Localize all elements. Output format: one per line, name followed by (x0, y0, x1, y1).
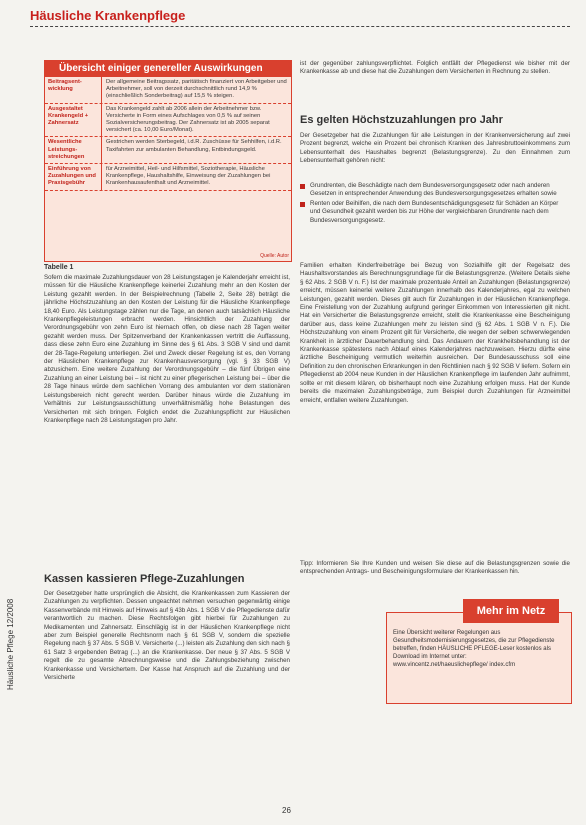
overview-row-text: für Arzneimittel, Heil- und Hilfsmittel, Soziotherapie, Häusliche Krankenpflege, Haushaltshilfe, Einweisung der Zuzahlungen bei Krankenhausaufenthalt und Arzneimittel. (106, 166, 271, 187)
overview-source: Quelle: Autor (260, 253, 289, 259)
table-caption: Tabelle 1 (44, 264, 74, 271)
overview-row-label: Einführung von Zuzahlungen und Praxisgebühr (45, 164, 102, 190)
list-item-text: Renten oder Beihilfen, die nach dem Bundesentschädigungsgesetz für Schäden an Körper und Gesundheit gezahlt werden bis zur Höhe der vergleichbaren Grundrente nach dem Bundesversorgungsgesetz. (310, 199, 559, 224)
section-heading-hoechstzuzahlungen: Es gelten Höchstzuzahlungen pro Jahr (300, 114, 503, 126)
overview-row-label: Ausgestaltet Krankengeld + Zahnersatz (45, 104, 102, 137)
header-divider (30, 26, 570, 27)
mehr-im-netz-box (386, 605, 572, 704)
page-number: 26 (282, 806, 291, 815)
list-item (300, 200, 570, 225)
mehr-im-netz-title: Mehr im Netz (463, 599, 559, 623)
right-paragraph-2: Familien erhalten Kinderfreibeträge bei Bezug von Sozialhilfe gilt der Regelsatz des Haushaltsvorstandes als Berechnungsgrundlage für die Belastungsgrenze. (Weitere Details siehe § 62 Abs. 2 SGB V n. F.) Ist der maximale prozentuale Anteil an Zuzahlungen (Belastungsgrenze) erreicht, müssen keinerlei weitere Zuzahlungen innerhalb des Kalenderjahres, egal zu welchen Leistungen, gezahlt werden. Dieses gilt auch für Zuzahlungen in der Häuslichen Krankenpflege. Eine Freistellung von der Zuzahlung aufgrund geringer Einkommen von Interessierten gilt nicht. Hat ein Versicherter die Belastungsgrenze erreicht, stellt die Krankenkasse eine Bescheinigung darüber aus, dass keine Zuzahlungen mehr zu leisten sind (§ 62 Abs. 1 SGB V n. F.). Die Höchstzuzahlung von einem Prozent gilt für Versicherte, die wegen der selben schwerwiegenden Krankheit in ärztlicher Dauerbehandlung sind. Das Andauern der Krankheitsbehandlung ist der Krankenkasse spätestens nach Ablauf eines Kalenderjahres nachzuweisen. Hierzu dürfte eine ärztliche Bescheinigung vermutlich weiterhin ausreichen. Der Bundesausschuss soll eine Definition zu den chronischen Erkrankungen in den Richtlinien nach § 92 SGB V liefern. Sofern ein Pflegedienst ab 2004 neue Kunden in der Häuslichen Krankenpflege im laufenden Jahr aufnimmt, sollte er mit diesem klären, ob bisherhaupt noch eine Zuzahlung erfolgen muss. Hat der Kunde bereits die maximalen Zuzahlungsbeträge, zum Beispiel durch Zuzahlungen für Arzneimittel erreicht, entfallen weitere Zuzahlungen. (300, 262, 570, 404)
overview-row (45, 137, 291, 164)
overview-row-text: Der allgemeine Beitragssatz, paritätisch finanziert von Arbeitgeber und Arbeitnehmer, soll von derzeit durchschnittlich rund 14,9 % (einschließlich Sonderbeitrag) auf 15,5 % steigen. (106, 79, 287, 100)
right-paragraph-0: ist der gegenüber zahlungsverpflichtet. Folglich entfällt der Pflegedienst wie bisher mit der Krankenkasse ab und diese hat die Zuzahlungen dem Versicherten in Rechnung zu stellen. (300, 60, 570, 76)
bullet-square-icon (300, 184, 305, 189)
overview-row-label: Wesentliche Leistungs-streichungen (45, 137, 102, 163)
list-item-text: Grundrenten, die Beschädigte nach dem Bundesversorgungsgesetz oder nach anderen Gesetzen in entsprechender Anwendung des Bundesversorgungsgesetzes erhalten sowie (310, 182, 557, 198)
overview-row-text: Das Krankengeld zahlt ab 2006 allein der Arbeitnehmer bzw. Versicherte in Form eines Aufschlages von 0,5 % auf seinen Sozialversicherungsbeitrag. Der Zahnersatz ist ab 2005 separat versichert (ca. 10,00 Euro/Monat). (106, 105, 270, 134)
bullet-square-icon (300, 202, 305, 207)
overview-row (45, 77, 291, 104)
left-paragraph-2: Der Gesetzgeber hatte ursprünglich die Absicht, die Krankenkassen zum Kassieren der Zuzahlungen zu verpflichten. Dessen ungeachtet nehmen versuchen gegenwärtig einige Kassenverbände mit Hinweis auf Hinweis auf § 43b Abs. 1 SGB V die Pflegedienste dafür verantwortlich zu machen. Diese Rechtsfolgen gibt hierbei für Zuzahlungen zu Medikamenten und Zahnersatz. Einschlägig ist in der Häuslichen Krankenpflege nicht aber zum Beispiel generelle Rechtsnorm nach § 61 SGB V, sondern die spezielle Regelung nach § 37 Abs. 5 SGB V. Versicherte (...) leisten als Zuzahlung den sich nach § 61 Satz 3 ergebenden Betrag (...) an die Krankenkasse. Der neue § 37 Abs. 5 SGB V regelt die zu gesamte Abrechnungsweise und die Zahlungsbeziehung zwischen Krankenkasse und Versichertem. Der Kasse hat Anspruch auf die Zuzahlung und der Versicherte (44, 590, 290, 682)
overview-box (44, 60, 292, 262)
bullet-list (300, 182, 570, 226)
overview-row (45, 104, 291, 138)
section-heading-zuzahlungen: Kassen kassieren Pflege-Zuzahlungen (44, 573, 245, 585)
side-journal-label: Häusliche Pflege 12/2008 (6, 598, 15, 690)
right-paragraph-tip: Tipp: Informieren Sie Ihre Kunden und weisen Sie diese auf die Belastungsgrenzen sowie die entsprechenden Antrags- und Bescheinigungsformulare der Krankenkassen hin. (300, 560, 570, 576)
overview-row-label: Beitragsent-wicklung (45, 77, 102, 103)
header-title: Häusliche Krankenpflege (30, 8, 186, 23)
mehr-im-netz-text: Eine Übersicht weiterer Regelungen aus Gesundheitsmodernisierungsgesetzes, die zur Pflegedienste betreffen, finden HÄUSLICHE PFLEGE-Leser kostenlos als Download im Internet unter: www.vincentz.net/haeuslichepflege/ index.cfm (393, 630, 555, 668)
overview-row (45, 164, 291, 191)
list-item (300, 182, 570, 199)
right-paragraph-1: Der Gesetzgeber hat die Zuzahlungen für alle Leistungen in der Krankenversicherung auf zwei Prozent begrenzt, welche ein Prozent bei chronisch Kranken des Jahresbruttoeinkommens zum Lebensunterhalt des Haushaltes begrenzt (Belastungsgrenze). Zu den Einnahmen zum Lebensunterhalt gehören nicht: (300, 132, 570, 165)
overview-title: Übersicht einiger genereller Auswirkungen (45, 61, 291, 77)
overview-row-text: Gestrichen werden Sterbegeld, i.d.R. Zuschüsse für Sehhilfen, i.d.R. Taxifahrten zur ambulanten Behandlung, Entbindungsgeld. (106, 139, 282, 153)
left-paragraph-1: Sofern die maximale Zuzahlungsdauer von 28 Leistungstagen je Kalenderjahr erreicht ist, müssen für die Häusliche Krankenpflege keinerlei Zuzahlung mehr an den Kosten der Leistung gezahlt werden. In der Beispielrechnung (Tabelle 2, Seite 28) beträgt die jährliche Höchstzuzahlung an den Kosten der Leistung für die Häusliche Krankenpflege 18,40 Euro. Als Leistungstage zählen nur die Tage, an denen auch tatsächlich Häusliche Krankenpflegeleistungen erbracht werden. Hinsichtlich der Zuzahlung der Verordnungsgebühr von zehn Euro ist hiernach offen, ob diese nach 28 Tagen weiter gezahlt werden muss. Der Spitzenverband der Krankenkassen vertritt die Auffassung, dass diese zehn Euro eine Zuzahlung im Sinne des § 61 Abs. 3 SGB V sind und damit der 28-Tage-Regelung unterliegen. Ziel und Zweck dieser Regelung ist es, den Vorrang der Häuslichen Krankenpflege zur Krankenhausversorgung (vgl. § 33 SGB V) abzusichern. Eine weitere Zuzahlung der Verordnungsgebühr – die fünf Übrigen eine Zuzahlung an einer Leistung bei – ist nicht zu einer pflegerischen Leistung bei – über die 28 Tage hinaus würde dem sachlichen Vorrang des ambulanten vor dem stationären Leistungsbereich nicht gerecht werden. Darüber hinaus würde die Zuzahlung im Verhältnis zur Leistungsausschüttung unverhältnismäßig hohe Belastungen des Versicherten mit sich bringen. Folglich endet die Zuzahlungspflicht zur Häuslichen Krankenpflege nach 28 Leistungstagen pro Jahr. (44, 274, 290, 424)
